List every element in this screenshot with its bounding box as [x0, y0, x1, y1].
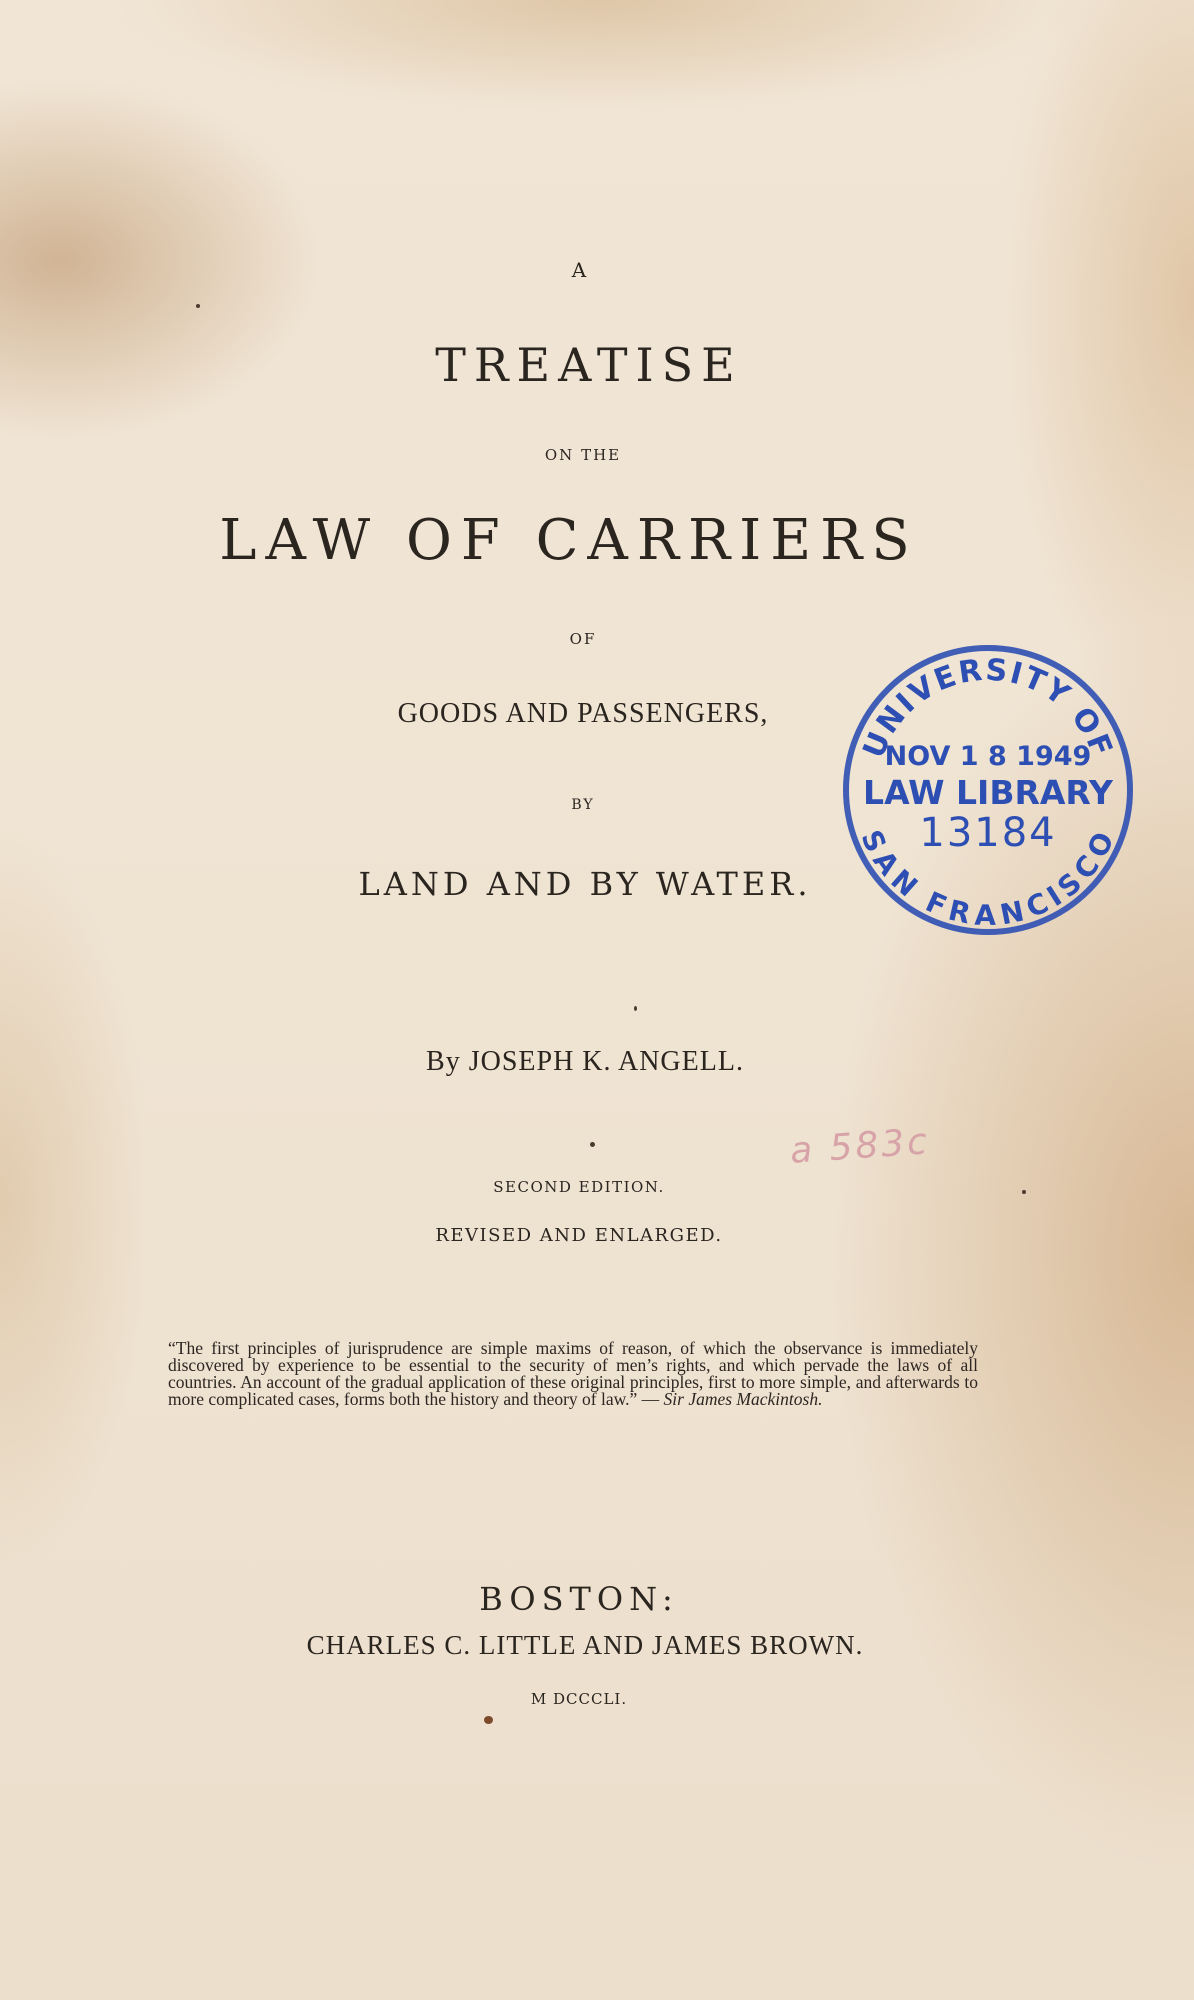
imprint-city: BOSTON: [479, 1580, 679, 1618]
library-stamp [838, 640, 1138, 940]
title-goods-and-passengers: GOODS AND PASSENGERS, [397, 698, 769, 729]
stamp-bottom-text: SAN FRANCISCO [854, 825, 1122, 932]
stamp-top-text: UNIVERSITY OF [856, 652, 1120, 764]
title-land-and-water: LAND AND BY WATER. [358, 865, 812, 903]
stamp-number: 13184 [919, 810, 1057, 856]
title-article: A [571, 258, 587, 282]
ink-speck [484, 1716, 493, 1724]
title-of: OF [569, 630, 597, 648]
title-treatise: TREATISE [435, 338, 743, 392]
title-on-the: ON THE [544, 446, 622, 464]
ink-speck [634, 1006, 637, 1011]
author-line: By JOSEPH K. ANGELL. [426, 1046, 744, 1077]
revision-line: REVISED AND ENLARGED. [435, 1225, 723, 1246]
stamp-library: LAW LIBRARY [863, 773, 1113, 812]
edition-line: SECOND EDITION. [493, 1178, 665, 1196]
epigraph [168, 1340, 978, 1408]
epigraph-attribution: Sir James Mackintosh. [663, 1389, 823, 1409]
stamp-date: NOV 1 8 1949 [884, 741, 1092, 772]
imprint-year: M DCCCLI. [530, 1690, 628, 1708]
epigraph-quote: “The first principles of jurisprudence are simple maxims of reason, of which the observance is immediately discovered by experience to be essential to the security of men’s rights, and which pervade the laws of all countries. An account of the gradual application of these original principles, first to more simple, and afterwards to more complicated cases, forms both the history and theory of law.” — [168, 1338, 978, 1409]
pencil-call-number: a 583c [788, 1121, 932, 1172]
imprint-publisher: CHARLES C. LITTLE AND JAMES BROWN. [306, 1630, 864, 1660]
ink-speck [590, 1142, 595, 1147]
title-by: BY [571, 797, 595, 813]
ink-speck [1022, 1190, 1026, 1194]
title-law-of-carriers: LAW OF CARRIERS [219, 508, 919, 573]
ink-speck [196, 304, 200, 308]
